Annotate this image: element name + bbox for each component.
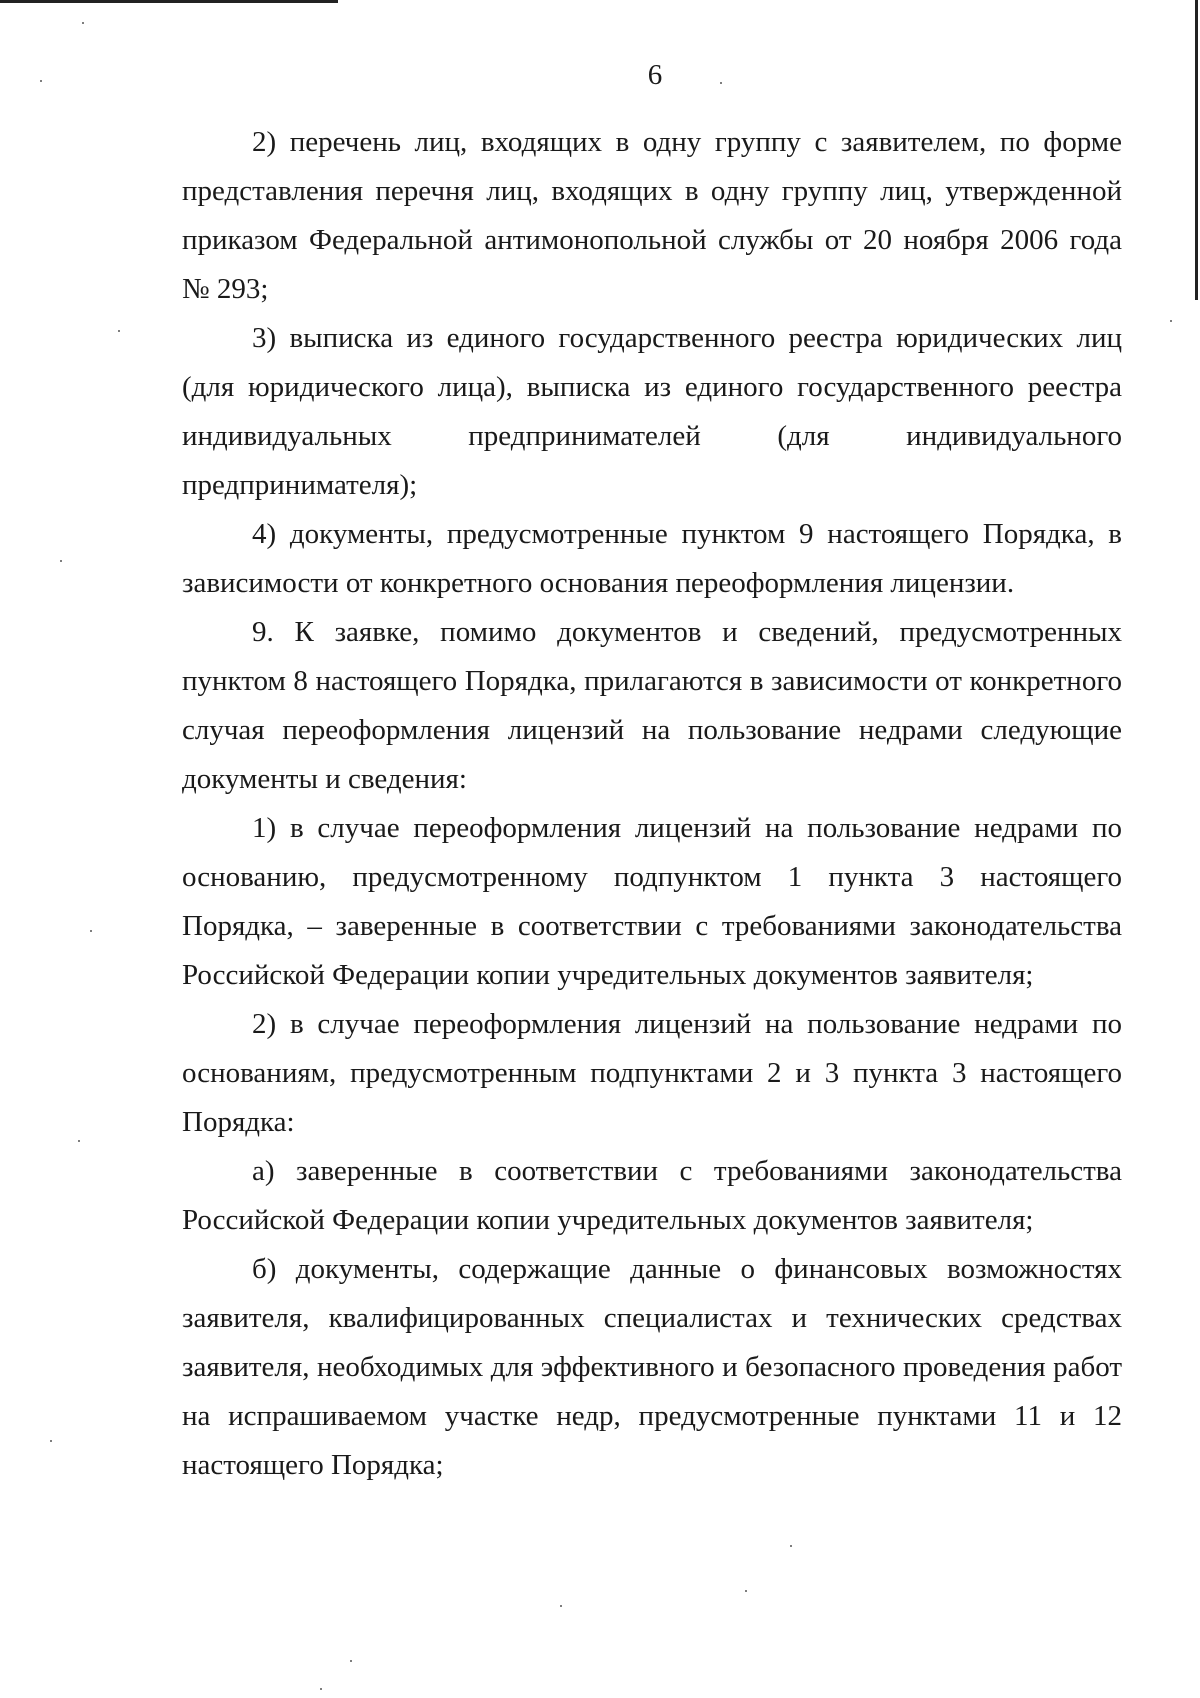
paragraph-clause-9-item-2a: а) заверенные в соответствии с требованиями законодательства Российской Федерации копии учредительных документов заявителя;: [182, 1155, 1122, 1236]
scan-speck: [118, 330, 120, 332]
scan-speck: [350, 1660, 352, 1662]
scan-speck: [82, 22, 84, 24]
scan-speck: [745, 1590, 747, 1592]
paragraph-clause-9-item-2b: б) документы, содержащие данные о финансовых возможностях заявителя, квалифицированных специалистах и технических средствах заявителя, необходимых для эффективного и безопасного проведения работ на испрашиваемом участке недр, предусмотренные пунктами 11 и 12 настоящего Порядка;: [182, 1253, 1122, 1481]
scan-speck: [720, 82, 722, 84]
scan-speck: [40, 80, 42, 82]
page-number: 6: [647, 59, 663, 91]
scan-speck: [90, 930, 92, 932]
scan-speck: [790, 1545, 792, 1547]
paragraph-clause-9-item-2: 2) в случае переоформления лицензий на пользование недрами по основаниям, предусмотренным подпунктами 2 и 3 пункта 3 настоящего Порядка:: [182, 1008, 1122, 1138]
scan-speck: [1170, 320, 1172, 322]
paragraph-list-item-4: 4) документы, предусмотренные пунктом 9 настоящего Порядка, в зависимости от конкретного основания переоформления лицензии.: [182, 518, 1122, 599]
scan-speck: [560, 1605, 562, 1607]
right-edge-rule: [1195, 0, 1198, 300]
scan-speck: [50, 1440, 52, 1442]
paragraph-clause-9-item-1: 1) в случае переоформления лицензий на пользование недрами по основанию, предусмотренному подпунктом 1 пункта 3 настоящего Порядка, – заверенные в соответствии с требованиями законодательства Российской Федерации копии учредительных документов заявителя;: [182, 812, 1122, 991]
paragraph-list-item-2: 2) перечень лиц, входящих в одну группу с заявителем, по форме представления перечня лиц, входящих в одну группу лиц, утвержденной приказом Федеральной антимонопольной службы от 20 ноября 2006 года № 293;: [182, 126, 1122, 305]
scan-speck: [60, 560, 62, 562]
paragraph-clause-9: 9. К заявке, помимо документов и сведений, предусмотренных пунктом 8 настоящего Порядка, прилагаются в зависимости от конкретного случая переоформления лицензий на пользование недрами следующие документы и сведения:: [182, 616, 1122, 795]
document-body: [182, 118, 1122, 1490]
scan-speck: [320, 1688, 322, 1690]
scan-speck: [78, 1140, 80, 1142]
top-edge-rule: [0, 0, 338, 3]
paragraph-list-item-3: 3) выписка из единого государственного реестра юридических лиц (для юридического лица), выписка из единого государственного реестра индивидуальных предпринимателей (для индивидуального предпринимателя);: [182, 322, 1122, 501]
